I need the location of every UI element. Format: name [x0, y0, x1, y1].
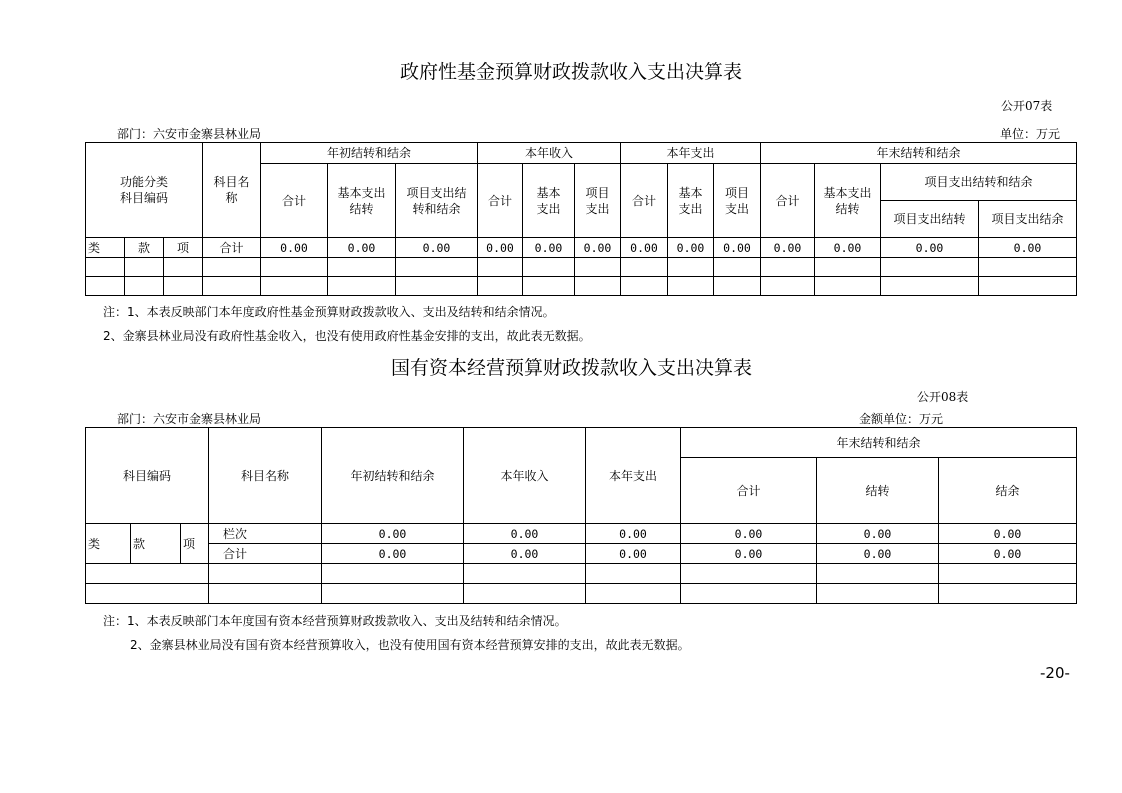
- table2-unit: 金额单位：万元: [859, 412, 944, 426]
- t2-cell: 0.00: [322, 524, 464, 544]
- table2: [85, 427, 1077, 604]
- t1-header-expense-total: 合计: [621, 164, 668, 238]
- t1-header-begin-total: 合计: [261, 164, 328, 238]
- t1-cell: 0.00: [714, 238, 761, 258]
- t1-header-kuan: 款: [125, 238, 164, 258]
- table1-title: 政府性基金预算财政拨款收入支出决算表: [400, 61, 743, 83]
- t1-cell: 0.00: [621, 238, 668, 258]
- t2-header-end-carry: 结转: [817, 458, 939, 524]
- table1: [85, 142, 1077, 296]
- table2-form-no: 公开08表: [917, 390, 969, 404]
- t1-cell: 0.00: [979, 238, 1077, 258]
- table-row: [86, 564, 1077, 584]
- t1-header-end-basic: 基本支出 结转: [815, 164, 881, 238]
- t2-header-kuan: 款: [131, 524, 181, 564]
- table1-dept: 部门：六安市金寨县林业局: [117, 127, 262, 141]
- table-row: [86, 258, 1077, 277]
- t1-cell: 0.00: [478, 238, 523, 258]
- t1-cell: 0.00: [396, 238, 478, 258]
- t2-header-lei: 类: [86, 524, 131, 564]
- t2-row-lanci-label: 栏次: [209, 524, 322, 544]
- t2-header-income: 本年收入: [464, 428, 586, 524]
- t1-header-expense: 本年支出: [621, 143, 761, 164]
- t1-header-income-total: 合计: [478, 164, 523, 238]
- t2-cell: 0.00: [939, 544, 1077, 564]
- t2-cell: 0.00: [586, 524, 681, 544]
- t1-header-begin: 年初结转和结余: [261, 143, 478, 164]
- t1-header-income: 本年收入: [478, 143, 621, 164]
- t2-cell: 0.00: [817, 544, 939, 564]
- t1-cell: 0.00: [523, 238, 575, 258]
- t1-header-end-project-carry: 项目支出结转: [881, 201, 979, 238]
- t2-header-name: 科目名称: [209, 428, 322, 524]
- t1-header-expense-project: 项目 支出: [714, 164, 761, 238]
- t1-header-begin-basic: 基本支出 结转: [328, 164, 396, 238]
- t1-cell: 0.00: [668, 238, 714, 258]
- page-number: -20-: [1040, 664, 1070, 682]
- table2-note2: 2、金寨县林业局没有国有资本经营预算收入，也没有使用国有资本经营预算安排的支出，故此表无数据。: [130, 638, 690, 652]
- table-row: [86, 584, 1077, 604]
- t2-row-total-label: 合计: [209, 544, 322, 564]
- table2-dept: 部门：六安市金寨县林业局: [117, 412, 262, 426]
- t2-cell: 0.00: [939, 524, 1077, 544]
- table1-note1: 注：1、本表反映部门本年度政府性基金预算财政拨款收入、支出及结转和结余情况。: [103, 305, 555, 319]
- t1-header-end-total: 合计: [761, 164, 815, 238]
- t2-header-end-balance: 结余: [939, 458, 1077, 524]
- t1-header-end-project-balance: 项目支出结余: [979, 201, 1077, 238]
- t2-header-end: 年末结转和结余: [681, 428, 1077, 458]
- t1-cell: 0.00: [761, 238, 815, 258]
- t1-header-lei: 类: [86, 238, 125, 258]
- t2-header-expense: 本年支出: [586, 428, 681, 524]
- t1-header-begin-project: 项目支出结 转和结余: [396, 164, 478, 238]
- table1-note2: 2、金寨县林业局没有政府性基金收入，也没有使用政府性基金安排的支出，故此表无数据。: [103, 329, 591, 343]
- t1-header-expense-basic: 基本 支出: [668, 164, 714, 238]
- t1-header-func-code: 功能分类 科目编码: [86, 143, 203, 238]
- t2-header-xiang: 项: [181, 524, 209, 564]
- t1-cell: 0.00: [328, 238, 396, 258]
- t2-header-begin: 年初结转和结余: [322, 428, 464, 524]
- table2-note1: 注：1、本表反映部门本年度国有资本经营预算财政拨款收入、支出及结转和结余情况。: [103, 614, 567, 628]
- t1-row-total-label: 合计: [203, 238, 261, 258]
- t1-header-xiang: 项: [164, 238, 203, 258]
- table1-form-no: 公开07表: [1001, 99, 1053, 113]
- table1-unit: 单位：万元: [1000, 127, 1061, 141]
- table-row: [86, 277, 1077, 296]
- t1-cell: 0.00: [261, 238, 328, 258]
- t1-cell: 0.00: [575, 238, 621, 258]
- t1-header-end: 年末结转和结余: [761, 143, 1077, 164]
- t1-cell: 0.00: [815, 238, 881, 258]
- t2-cell: 0.00: [681, 544, 817, 564]
- t2-cell: 0.00: [817, 524, 939, 544]
- t1-header-subject-name: 科目名 称: [203, 143, 261, 238]
- t2-cell: 0.00: [464, 544, 586, 564]
- t2-cell: 0.00: [464, 524, 586, 544]
- t1-header-income-basic: 基本 支出: [523, 164, 575, 238]
- t1-header-income-project: 项目 支出: [575, 164, 621, 238]
- t2-header-code: 科目编码: [86, 428, 209, 524]
- t1-header-end-project-group: 项目支出结转和结余: [881, 164, 1077, 201]
- t2-cell: 0.00: [681, 524, 817, 544]
- table2-title: 国有资本经营预算财政拨款收入支出决算表: [391, 357, 753, 379]
- t2-cell: 0.00: [586, 544, 681, 564]
- t1-cell: 0.00: [881, 238, 979, 258]
- t2-cell: 0.00: [322, 544, 464, 564]
- t2-header-end-total: 合计: [681, 458, 817, 524]
